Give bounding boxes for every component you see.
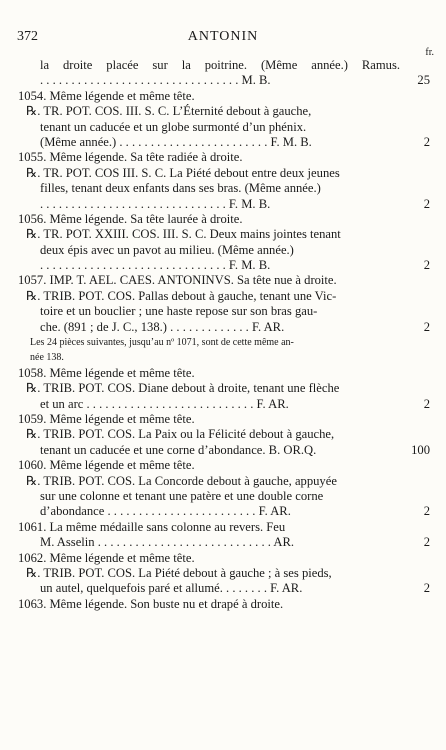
entry-line — [0, 397, 446, 412]
entry-line — [0, 227, 446, 242]
entry-line — [0, 366, 446, 381]
running-title: ANTONIN — [187, 29, 259, 44]
page-number: 372 — [17, 29, 38, 44]
catalog-entry — [0, 458, 446, 473]
entry-line — [0, 304, 446, 319]
entry-text: ℞. TRIB. POT. COS. La Paix ou la Félicité debout à gauche, — [26, 427, 335, 442]
entry-line — [0, 427, 446, 442]
catalog-entry — [0, 273, 446, 288]
price-value: 25 — [417, 73, 430, 88]
catalog-entry — [0, 227, 446, 273]
entry-line — [0, 443, 446, 458]
entry-line — [0, 58, 446, 73]
entry-text: 1056. Même légende. Sa tête laurée à droite. — [18, 211, 243, 226]
entry-text: un autel, quelquefois paré et allumé. . . . . . . . F. AR. — [40, 581, 303, 596]
entry-text: la droite placée sur la poitrine. (Même année.) Ramus. — [40, 58, 400, 72]
entry-line — [0, 551, 446, 566]
entry-line — [0, 181, 446, 196]
price-value: 100 — [411, 442, 430, 457]
entry-text: née 138. — [30, 352, 64, 364]
entry-text: toire et un bouclier ; une haste repose sur son bras gau- — [40, 304, 318, 319]
entry-text: 1055. Même légende. Sa tête radiée à droite. — [18, 150, 243, 165]
entry-text: d’abondance . . . . . . . . . . . . . . . . . . . . . . . . F. AR. — [40, 504, 291, 519]
entry-text: . . . . . . . . . . . . . . . . . . . . . . . . . . . . . . . . M. B. — [40, 73, 271, 88]
entry-line — [0, 597, 446, 612]
catalog-entry — [0, 104, 446, 150]
price-value: 2 — [423, 134, 430, 149]
entry-text: filles, tenant deux enfants dans ses bras. (Même année.) — [40, 181, 321, 196]
catalog-entry — [0, 412, 446, 427]
entry-line — [0, 243, 446, 258]
entry-line — [0, 474, 446, 489]
price-value: 2 — [423, 504, 430, 519]
entry-text: 1061. La même médaille sans colonne au revers. Feu — [18, 519, 286, 534]
entry-text: et un arc . . . . . . . . . . . . . . . . . . . . . . . . . . . F. AR. — [40, 396, 289, 411]
entry-line — [0, 504, 446, 519]
entry-text: 1054. Même légende et même tête. — [18, 88, 195, 103]
entry-line — [0, 320, 446, 335]
entry-line — [0, 489, 446, 504]
entry-text: (Même année.) . . . . . . . . . . . . . . . . . . . . . . . . F. M. B. — [40, 134, 312, 149]
page-header — [0, 29, 446, 47]
entry-line — [0, 335, 446, 350]
entry-text: 1058. Même légende et même tête. — [18, 365, 195, 380]
entry-line — [0, 566, 446, 581]
entry-line — [0, 197, 446, 212]
entry-text: ℞. TRIB. POT. COS. Pallas debout à gauche, tenant une Vic- — [26, 288, 337, 303]
entry-line — [0, 212, 446, 227]
entry-text: tenant un caducée et une corne d’abondance. B. OR.Q. — [40, 442, 317, 457]
catalog-entries — [0, 58, 446, 612]
entry-line — [0, 381, 446, 396]
entry-line — [0, 350, 446, 365]
entry-text: . . . . . . . . . . . . . . . . . . . . . . . . . . . . . . F. M. B. — [40, 196, 271, 211]
entry-line — [0, 135, 446, 150]
entry-text: ℞. TR. POT. XXIII. COS. III. S. C. Deux mains jointes tenant — [26, 227, 341, 242]
catalog-entry — [0, 597, 446, 612]
catalog-entry — [0, 381, 446, 412]
entry-line — [0, 73, 446, 88]
catalog-entry — [0, 150, 446, 165]
entry-text: ℞. TR. POT. COS III. S. C. La Piété debout entre deux jeunes — [26, 165, 340, 180]
entry-line — [0, 258, 446, 273]
catalog-entry — [0, 89, 446, 104]
entry-text: sur une colonne et tenant une patère et une double corne — [40, 488, 324, 503]
entry-text: 1062. Même légende et même tête. — [18, 550, 195, 565]
entry-line — [0, 150, 446, 165]
price-value: 2 — [423, 319, 430, 334]
price-column-label: fr. — [425, 47, 434, 58]
entry-text: Les 24 pièces suivantes, jusqu’au nº 1071, sont de cette même an- — [30, 337, 294, 349]
catalog-entry — [0, 335, 446, 366]
entry-line — [0, 120, 446, 135]
entry-text: tenant un caducée et un globe surmonté d’un phénix. — [40, 119, 307, 134]
catalog-entry — [0, 551, 446, 566]
entry-line — [0, 104, 446, 119]
catalog-entry — [0, 520, 446, 551]
entry-text: deux épis avec un pavot au milieu. (Même année.) — [40, 242, 294, 257]
catalog-entry — [0, 474, 446, 520]
catalog-entry — [0, 58, 446, 89]
entry-text: . . . . . . . . . . . . . . . . . . . . . . . . . . . . . . F. M. B. — [40, 258, 271, 273]
entry-line — [0, 289, 446, 304]
catalog-entry — [0, 212, 446, 227]
price-value: 2 — [423, 196, 430, 211]
entry-line — [0, 89, 446, 104]
entry-line — [0, 535, 446, 550]
catalog-entry — [0, 366, 446, 381]
entry-line — [0, 273, 446, 288]
entry-line — [0, 412, 446, 427]
price-value: 2 — [423, 258, 430, 273]
catalog-entry — [0, 566, 446, 597]
catalog-entry — [0, 427, 446, 458]
price-value: 2 — [423, 581, 430, 596]
entry-text: 1059. Même légende et même tête. — [18, 411, 195, 426]
entry-text: ℞. TRIB. POT. COS. La Concorde debout à gauche, appuyée — [26, 473, 337, 488]
entry-text: 1060. Même légende et même tête. — [18, 458, 195, 473]
entry-text: M. Asselin . . . . . . . . . . . . . . . . . . . . . . . . . . . . AR. — [40, 535, 294, 550]
entry-line — [0, 581, 446, 596]
price-value: 2 — [423, 396, 430, 411]
entry-line — [0, 166, 446, 181]
entry-line — [0, 458, 446, 473]
entry-text: ℞. TRIB. POT. COS. La Piété debout à gauche ; à ses pieds, — [26, 565, 332, 580]
entry-text: ℞. TR. POT. COS. III. S. C. L’Éternité debout à gauche, — [26, 104, 312, 119]
price-value: 2 — [423, 535, 430, 550]
catalog-entry — [0, 289, 446, 335]
entry-text: 1063. Même légende. Son buste nu et drapé à droite. — [18, 596, 284, 611]
entry-text: che. (891 ; de J. C., 138.) . . . . . . . . . . . . . F. AR. — [40, 319, 285, 334]
entry-text: ℞. TRIB. POT. COS. Diane debout à droite, tenant une flèche — [26, 381, 340, 396]
entry-text: 1057. IMP. T. AEL. CAES. ANTONINVS. Sa tête nue à droite. — [18, 273, 337, 288]
catalog-entry — [0, 166, 446, 212]
entry-line — [0, 520, 446, 535]
